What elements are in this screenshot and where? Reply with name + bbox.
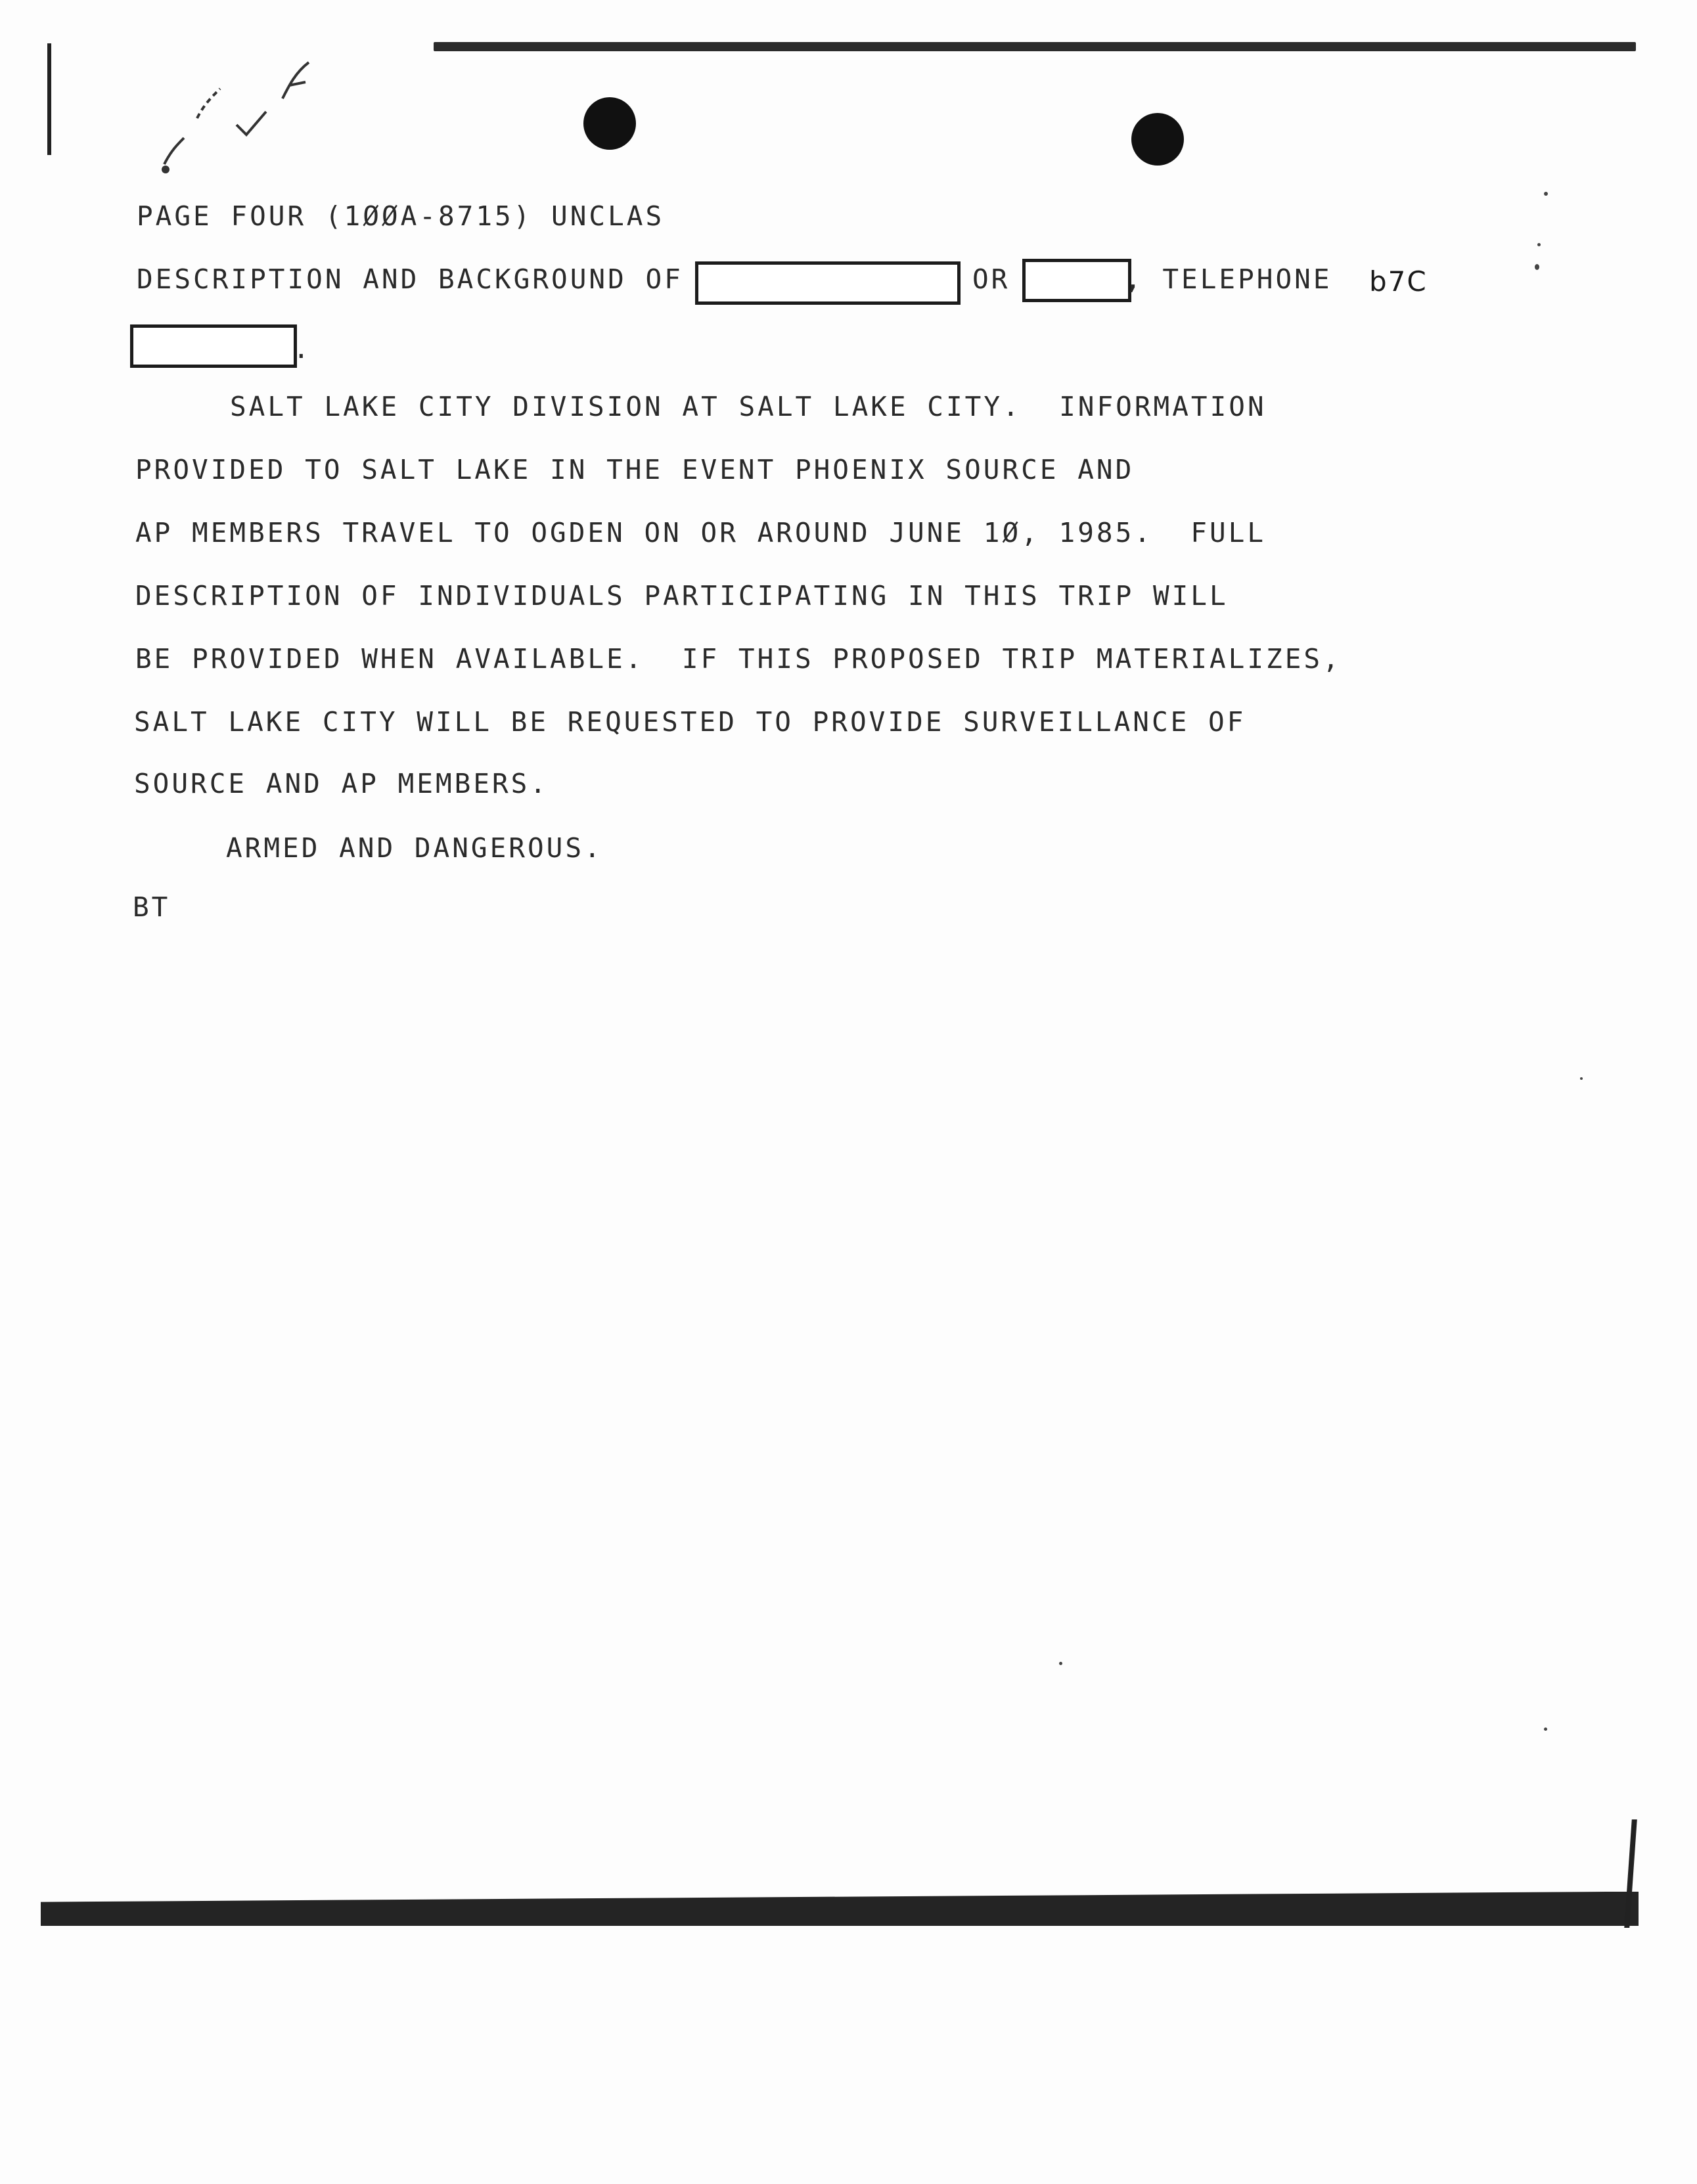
or-text: OR [972, 263, 1010, 295]
body-line-3: AP MEMBERS TRAVEL TO OGDEN ON OR AROUND JUNE 1Ø, 1985. FULL [135, 517, 1267, 548]
handwritten-marks [158, 59, 328, 190]
body-line-1: SALT LAKE CITY DIVISION AT SALT LAKE CITY. INFORMATION [230, 391, 1267, 422]
punch-hole-left [583, 97, 636, 150]
exemption-code: b7C [1369, 265, 1428, 298]
body-line-6: SALT LAKE CITY WILL BE REQUESTED TO PROVIDE SURVEILLANCE OF [134, 706, 1246, 738]
body-line-7: SOURCE AND AP MEMBERS. [134, 768, 549, 799]
body-line-5: BE PROVIDED WHEN AVAILABLE. IF THIS PROPOSED TRIP MATERIALIZES, [135, 643, 1342, 675]
body-line-4: DESCRIPTION OF INDIVIDUALS PARTICIPATING IN THIS TRIP WILL [135, 580, 1229, 612]
scan-speck [1580, 1077, 1583, 1080]
page-header: PAGE FOUR (1ØØA-8715) UNCLAS [137, 200, 665, 232]
description-prefix: DESCRIPTION AND BACKGROUND OF [137, 263, 683, 295]
bottom-scan-border [41, 1892, 1639, 1926]
scan-speck [1544, 192, 1548, 196]
top-scan-border [434, 42, 1636, 51]
body-line-2: PROVIDED TO SALT LAKE IN THE EVENT PHOENIX SOURCE AND [135, 454, 1135, 485]
redaction-box-alias [1022, 259, 1131, 302]
scan-speck [1544, 1727, 1547, 1731]
redaction-trailing-period: . [293, 333, 312, 365]
scan-speck [1535, 264, 1539, 270]
warning-line: ARMED AND DANGEROUS. [226, 832, 603, 864]
telephone-label: , TELEPHONE [1125, 263, 1332, 295]
punch-hole-right [1131, 113, 1184, 166]
redaction-box-name [695, 261, 961, 305]
scan-speck [1059, 1662, 1062, 1665]
end-marker: BT [133, 891, 171, 923]
left-scan-border [47, 43, 51, 155]
redaction-box-telephone [130, 324, 297, 368]
scan-speck [1537, 243, 1541, 246]
